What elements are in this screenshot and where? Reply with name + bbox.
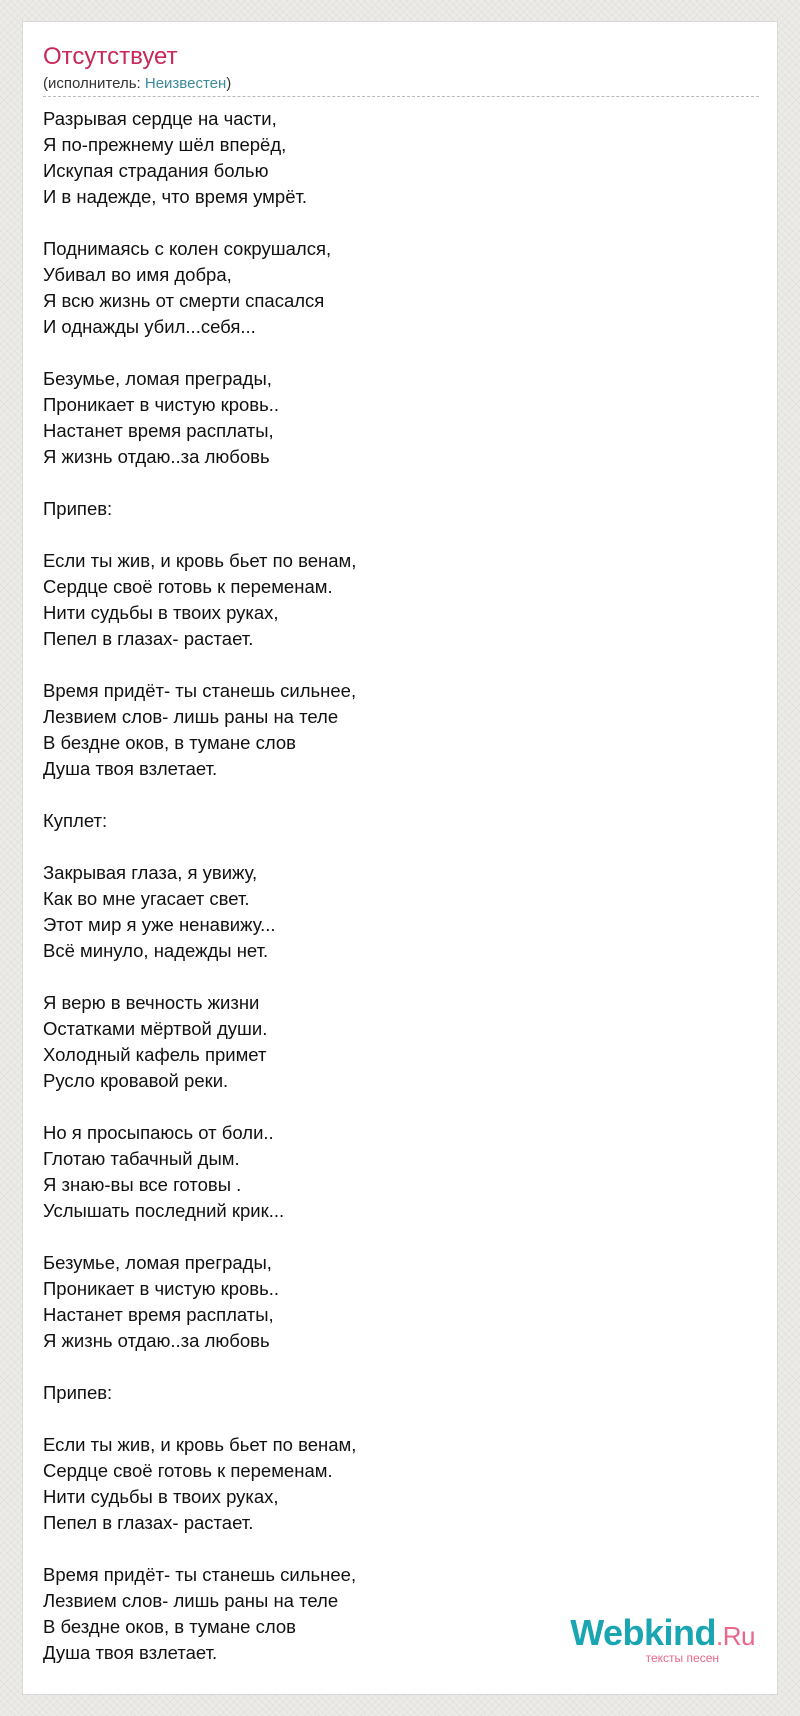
lyric-blank-line: [43, 1224, 743, 1250]
lyric-line: Время придёт- ты станешь сильнее,: [43, 1564, 357, 1585]
lyric-line: Этот мир я уже ненавижу...: [43, 914, 276, 935]
lyric-line: В бездне оков, в тумане слов: [43, 1616, 296, 1637]
song-header: [43, 42, 759, 97]
lyric-line: В бездне оков, в тумане слов: [43, 732, 296, 753]
lyric-line: Но я просыпаюсь от боли..: [43, 1122, 274, 1143]
lyric-line: Проникает в чистую кровь..: [43, 394, 280, 415]
lyric-line: Безумье, ломая преграды,: [43, 1252, 272, 1273]
lyric-blank-line: [43, 964, 743, 990]
lyric-line: Безумье, ломая преграды,: [43, 368, 272, 389]
lyric-line: Настанет время расплаты,: [43, 420, 274, 441]
lyric-blank-line: [43, 834, 743, 860]
lyric-line: Всё минуло, надежды нет.: [43, 940, 269, 961]
lyric-line: Убивал во имя добра,: [43, 264, 232, 285]
lyric-line: Остатками мёртвой души.: [43, 1018, 268, 1039]
lyric-line: Я жизнь отдаю..за любовь: [43, 446, 270, 467]
logo-suffix: .Ru: [716, 1621, 755, 1651]
lyric-blank-line: [43, 1094, 743, 1120]
lyric-line: И в надежде, что время умрёт.: [43, 186, 308, 207]
song-title: Отсутствует: [43, 43, 178, 70]
lyric-line: Припев:: [43, 1382, 113, 1403]
lyric-line: Куплет:: [43, 810, 108, 831]
lyric-line: Глотаю табачный дым.: [43, 1148, 240, 1169]
webkind-logo[interactable]: [535, 1614, 755, 1674]
artist-suffix: ): [226, 75, 232, 92]
lyric-line: Разрывая сердце на части,: [43, 108, 277, 129]
lyric-line: И однажды убил...себя...: [43, 316, 256, 337]
lyric-line: Искупая страдания болью: [43, 160, 269, 181]
lyric-line: Я верю в вечность жизни: [43, 992, 260, 1013]
lyric-line: Пепел в глазах- растает.: [43, 1512, 254, 1533]
lyric-line: Я всю жизнь от смерти спасался: [43, 290, 325, 311]
lyric-line: Я знаю-вы все готовы .: [43, 1174, 242, 1195]
artist-prefix: (исполнитель:: [43, 75, 145, 92]
lyric-blank-line: [43, 340, 743, 366]
lyric-blank-line: [43, 652, 743, 678]
lyric-line: Сердце своё готовь к переменам.: [43, 1460, 333, 1481]
lyric-blank-line: [43, 1406, 743, 1432]
lyrics-text: [43, 106, 743, 1666]
header-divider: [43, 96, 759, 97]
lyric-line: Проникает в чистую кровь..: [43, 1278, 280, 1299]
logo-main-text: Webkind: [570, 1612, 717, 1653]
lyric-line: Пепел в глазах- растает.: [43, 628, 254, 649]
lyric-line: Сердце своё готовь к переменам.: [43, 576, 333, 597]
lyric-blank-line: [43, 470, 743, 496]
lyrics-card: [22, 21, 778, 1695]
lyric-blank-line: [43, 1354, 743, 1380]
lyric-blank-line: [43, 210, 743, 236]
lyric-line: Лезвием слов- лишь раны на теле: [43, 1590, 339, 1611]
logo-tagline: тексты песен: [645, 1651, 719, 1665]
lyric-line: Душа твоя взлетает.: [43, 1642, 218, 1663]
lyric-line: Лезвием слов- лишь раны на теле: [43, 706, 339, 727]
lyric-blank-line: [43, 1536, 743, 1562]
lyric-line: Я по-прежнему шёл вперёд,: [43, 134, 287, 155]
lyric-line: Время придёт- ты станешь сильнее,: [43, 680, 357, 701]
logo-wordmark: [535, 1614, 755, 1655]
lyric-line: Душа твоя взлетает.: [43, 758, 218, 779]
lyric-line: Нити судьбы в твоих руках,: [43, 1486, 279, 1507]
lyric-blank-line: [43, 782, 743, 808]
lyric-line: Если ты жив, и кровь бьет по венам,: [43, 550, 357, 571]
lyric-line: Нити судьбы в твоих руках,: [43, 602, 279, 623]
lyric-line: Как во мне угасает свет.: [43, 888, 250, 909]
lyric-line: Я жизнь отдаю..за любовь: [43, 1330, 270, 1351]
lyric-line: Русло кровавой реки.: [43, 1070, 229, 1091]
lyric-line: Припев:: [43, 498, 113, 519]
lyric-line: Поднимаясь с колен сокрушался,: [43, 238, 332, 259]
lyric-blank-line: [43, 522, 743, 548]
artist-link[interactable]: Неизвестен: [144, 75, 227, 92]
artist-line: [43, 74, 759, 94]
lyric-line: Услышать последний крик...: [43, 1200, 285, 1221]
lyric-line: Настанет время расплаты,: [43, 1304, 274, 1325]
lyric-line: Закрывая глаза, я увижу,: [43, 862, 258, 883]
lyric-line: Холодный кафель примет: [43, 1044, 267, 1065]
lyric-line: Если ты жив, и кровь бьет по венам,: [43, 1434, 357, 1455]
